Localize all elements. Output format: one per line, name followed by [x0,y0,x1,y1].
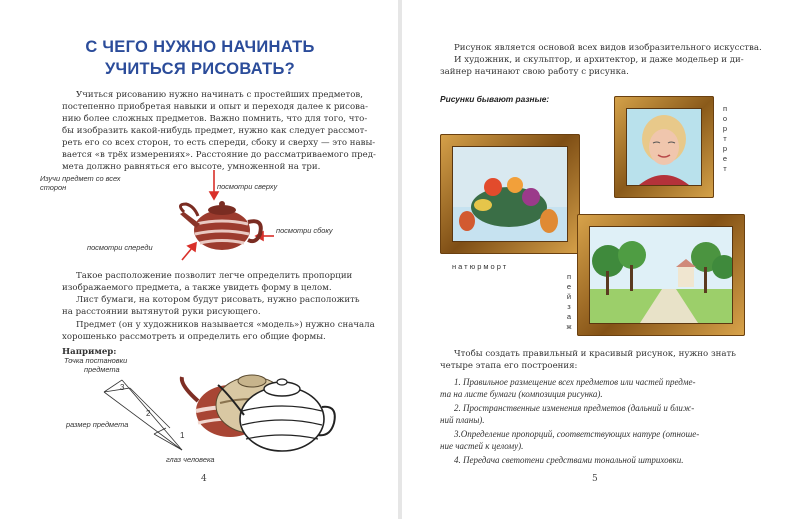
stage-line: ние частей к целому). [440,441,524,451]
landscape-frame [577,214,745,336]
example-label: Например: [62,347,117,357]
caption-line: сторон [40,183,67,192]
landscape-canvas [589,226,733,324]
page-number-left: 4 [201,474,207,484]
intro-line: постепенно приобретая навыки и опыт и переходя далее к рисова- [62,102,368,112]
caption-look-top: посмотри сверху [217,182,278,191]
para2-line: изображаемого предмета, а также увидеть форму в целом. [62,283,332,293]
still-life-picture [453,147,567,241]
label-letter: р [722,124,728,133]
caption-study-all-sides [40,174,120,192]
stage-line: 2. Пространственные изменения предметов (дальний и ближ- [454,403,695,413]
para3-line: на расстоянии вытянутой руки рисующего. [62,307,261,317]
intro-line: реть его со всех сторон, то есть спереди, сбоку и сверху — это навы- [62,138,376,148]
label-line: Точка постановки [64,356,128,365]
caption-line: Изучи предмет со всех [40,174,121,183]
intro-line: И художник, и скульптор, и архитектор, и даже модельер и ди- [454,55,744,65]
stages-intro-line: Чтобы создать правильный и красивый рисунок, нужно знать [454,349,736,359]
label-human-eye: глаз человека [166,455,215,464]
page-number-right: 5 [592,474,598,484]
intro-line: вается «в трёх измерениях». Расстояние до рассматриваемого пред- [62,150,376,160]
para4-line: Предмет (он у художников называется «модель») нужно сначала [76,320,375,330]
label-object-size: размер предмета [66,420,129,429]
label-letter: ж [566,322,572,331]
label-letter: п [722,104,728,113]
stage-line: ний планы). [440,415,485,425]
intro-line: нию более сложных предметов. Важно помнить, что для того, что- [62,114,368,124]
diagram-number-1: 1 [180,431,185,440]
intro-line: Учиться рисованию нужно начинать с простейших предметов, [76,90,363,100]
label-letter: т [723,134,727,143]
still-life-canvas [452,146,568,242]
drawings-heading: Рисунки бывают разные: [440,94,550,104]
label-letter: а [566,312,572,321]
label-letter: о [722,114,728,123]
label-letter: р [722,144,728,153]
stage-line: 1. Правильное размещение всех предметов или частей предме- [454,377,696,387]
caption-look-front: посмотри спереди [87,243,153,252]
left-page [0,0,398,519]
label-letter: п [566,272,572,281]
label-still-life: натюрморт [452,262,509,271]
diagram-number-3: 3 [120,383,125,392]
intro-line: Рисунок является основой всех видов изобразительного искусства. [454,43,762,53]
stage-line: 3.Определение пропорций, соответствующих натуре (отноше- [454,429,700,439]
right-page [402,0,800,519]
stage-line: 4. Передача светотени средствами тональной штриховки. [454,455,684,465]
arrow-front [182,243,196,260]
portrait-canvas [626,108,702,186]
landscape-picture [590,227,732,323]
page-title [60,36,340,80]
intro-line: зайнер начинают свою работу с рисунка. [440,67,629,77]
label-line: предмета [84,365,120,374]
label-letter: е [722,154,728,163]
title-line-2: УЧИТЬСЯ РИСОВАТЬ? [104,60,296,78]
teapot-illustration [170,164,280,264]
label-position-point [64,356,127,374]
label-portrait [720,104,730,174]
stage-line: та на листе бумаги (композиция рисунка). [440,389,603,399]
teapots-sketch [178,355,338,460]
arrow-top [210,170,218,199]
intro-line: мета должно равняться его высоте, умноженной на три. [62,162,321,172]
still-life-frame [440,134,580,254]
intro-line: бы изобразить какой-нибудь предмет, нужно как следует рассмот- [62,126,368,136]
label-letter: е [566,282,572,291]
label-landscape [564,272,574,332]
label-letter: з [567,302,571,311]
para4-line: хорошенько рассмотреть и определить его общие формы. [62,332,326,342]
label-letter: й [566,292,572,301]
portrait-frame [614,96,714,198]
stages-intro-line: четыре этапа его построения: [440,361,578,371]
caption-look-side: посмотри сбоку [276,226,333,235]
title-line-1: С ЧЕГО НУЖНО НАЧИНАТЬ [85,38,315,56]
label-letter: т [723,164,727,173]
para2-line: Такое расположение позволит легче определить пропорции [76,271,353,281]
diagram-number-2: 2 [146,409,151,418]
para3-line: Лист бумаги, на котором будут рисовать, нужно расположить [76,295,360,305]
portrait-picture [627,109,701,185]
